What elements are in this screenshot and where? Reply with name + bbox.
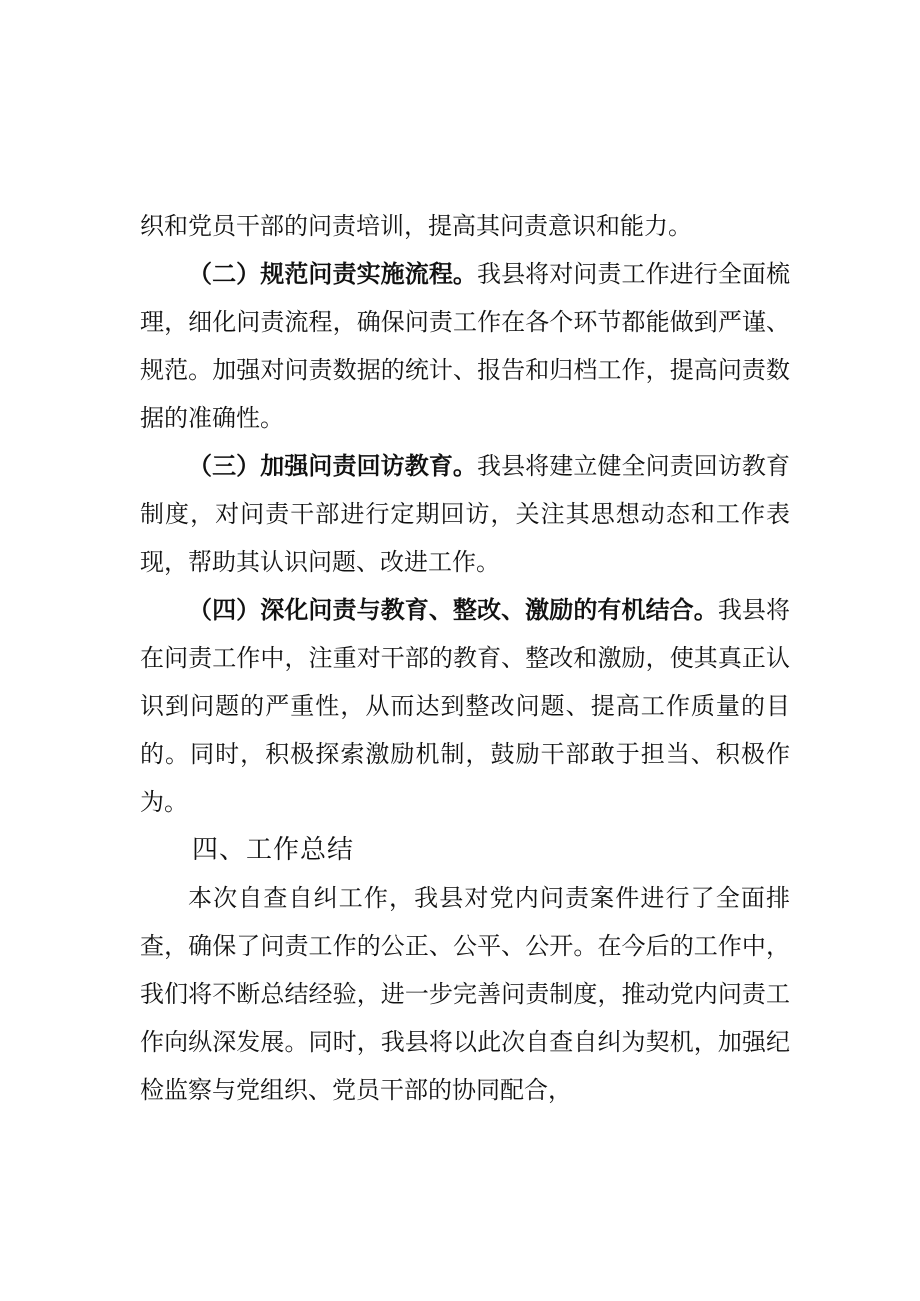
continuation-text: 织和党员干部的问责培训，提高其问责意识和能力。 [140,212,692,240]
summary-paragraph [140,874,790,1114]
item-text: 我县将建立健全问责回访教育制度，对问责干部进行定期回访，关注其思想动态和工作表现，帮助其认识问题、改进工作。 [140,452,790,576]
section-heading: 四、工作总结 [192,835,355,865]
item-label: （三）加强问责回访教育。 [188,451,477,480]
item-paragraph-2 [140,250,790,442]
item-label: （二）规范问责实施流程。 [188,259,477,288]
item-text: 我县将对问责工作进行全面梳理，细化问责流程，确保问责工作在各个环节都能做到严谨、规范。加强对问责数据的统计、报告和归档工作，提高问责数据的准确性。 [140,260,790,432]
item-paragraph-4 [140,586,790,826]
item-paragraph-3 [140,442,790,586]
item-label: （四）深化问责与教育、整改、激励的有机结合。 [188,595,718,624]
document-body [140,202,790,1114]
continuation-paragraph [140,202,790,250]
summary-text: 本次自查自纠工作，我县对党内问责案件进行了全面排查，确保了问责工作的公正、公平、公开。在今后的工作中，我们将不断总结经验，进一步完善问责制度，推动党内问责工作向纵深发展。同时，我县将以此次自查自纠为契机，加强纪检监察与党组织、党员干部的协同配合， [140,884,790,1104]
item-text: 我县将在问责工作中，注重对干部的教育、整改和激励，使其真正认识到问题的严重性，从而达到整改问题、提高工作质量的目的。同时，积极探索激励机制，鼓励干部敢于担当、积极作为。 [140,596,791,816]
